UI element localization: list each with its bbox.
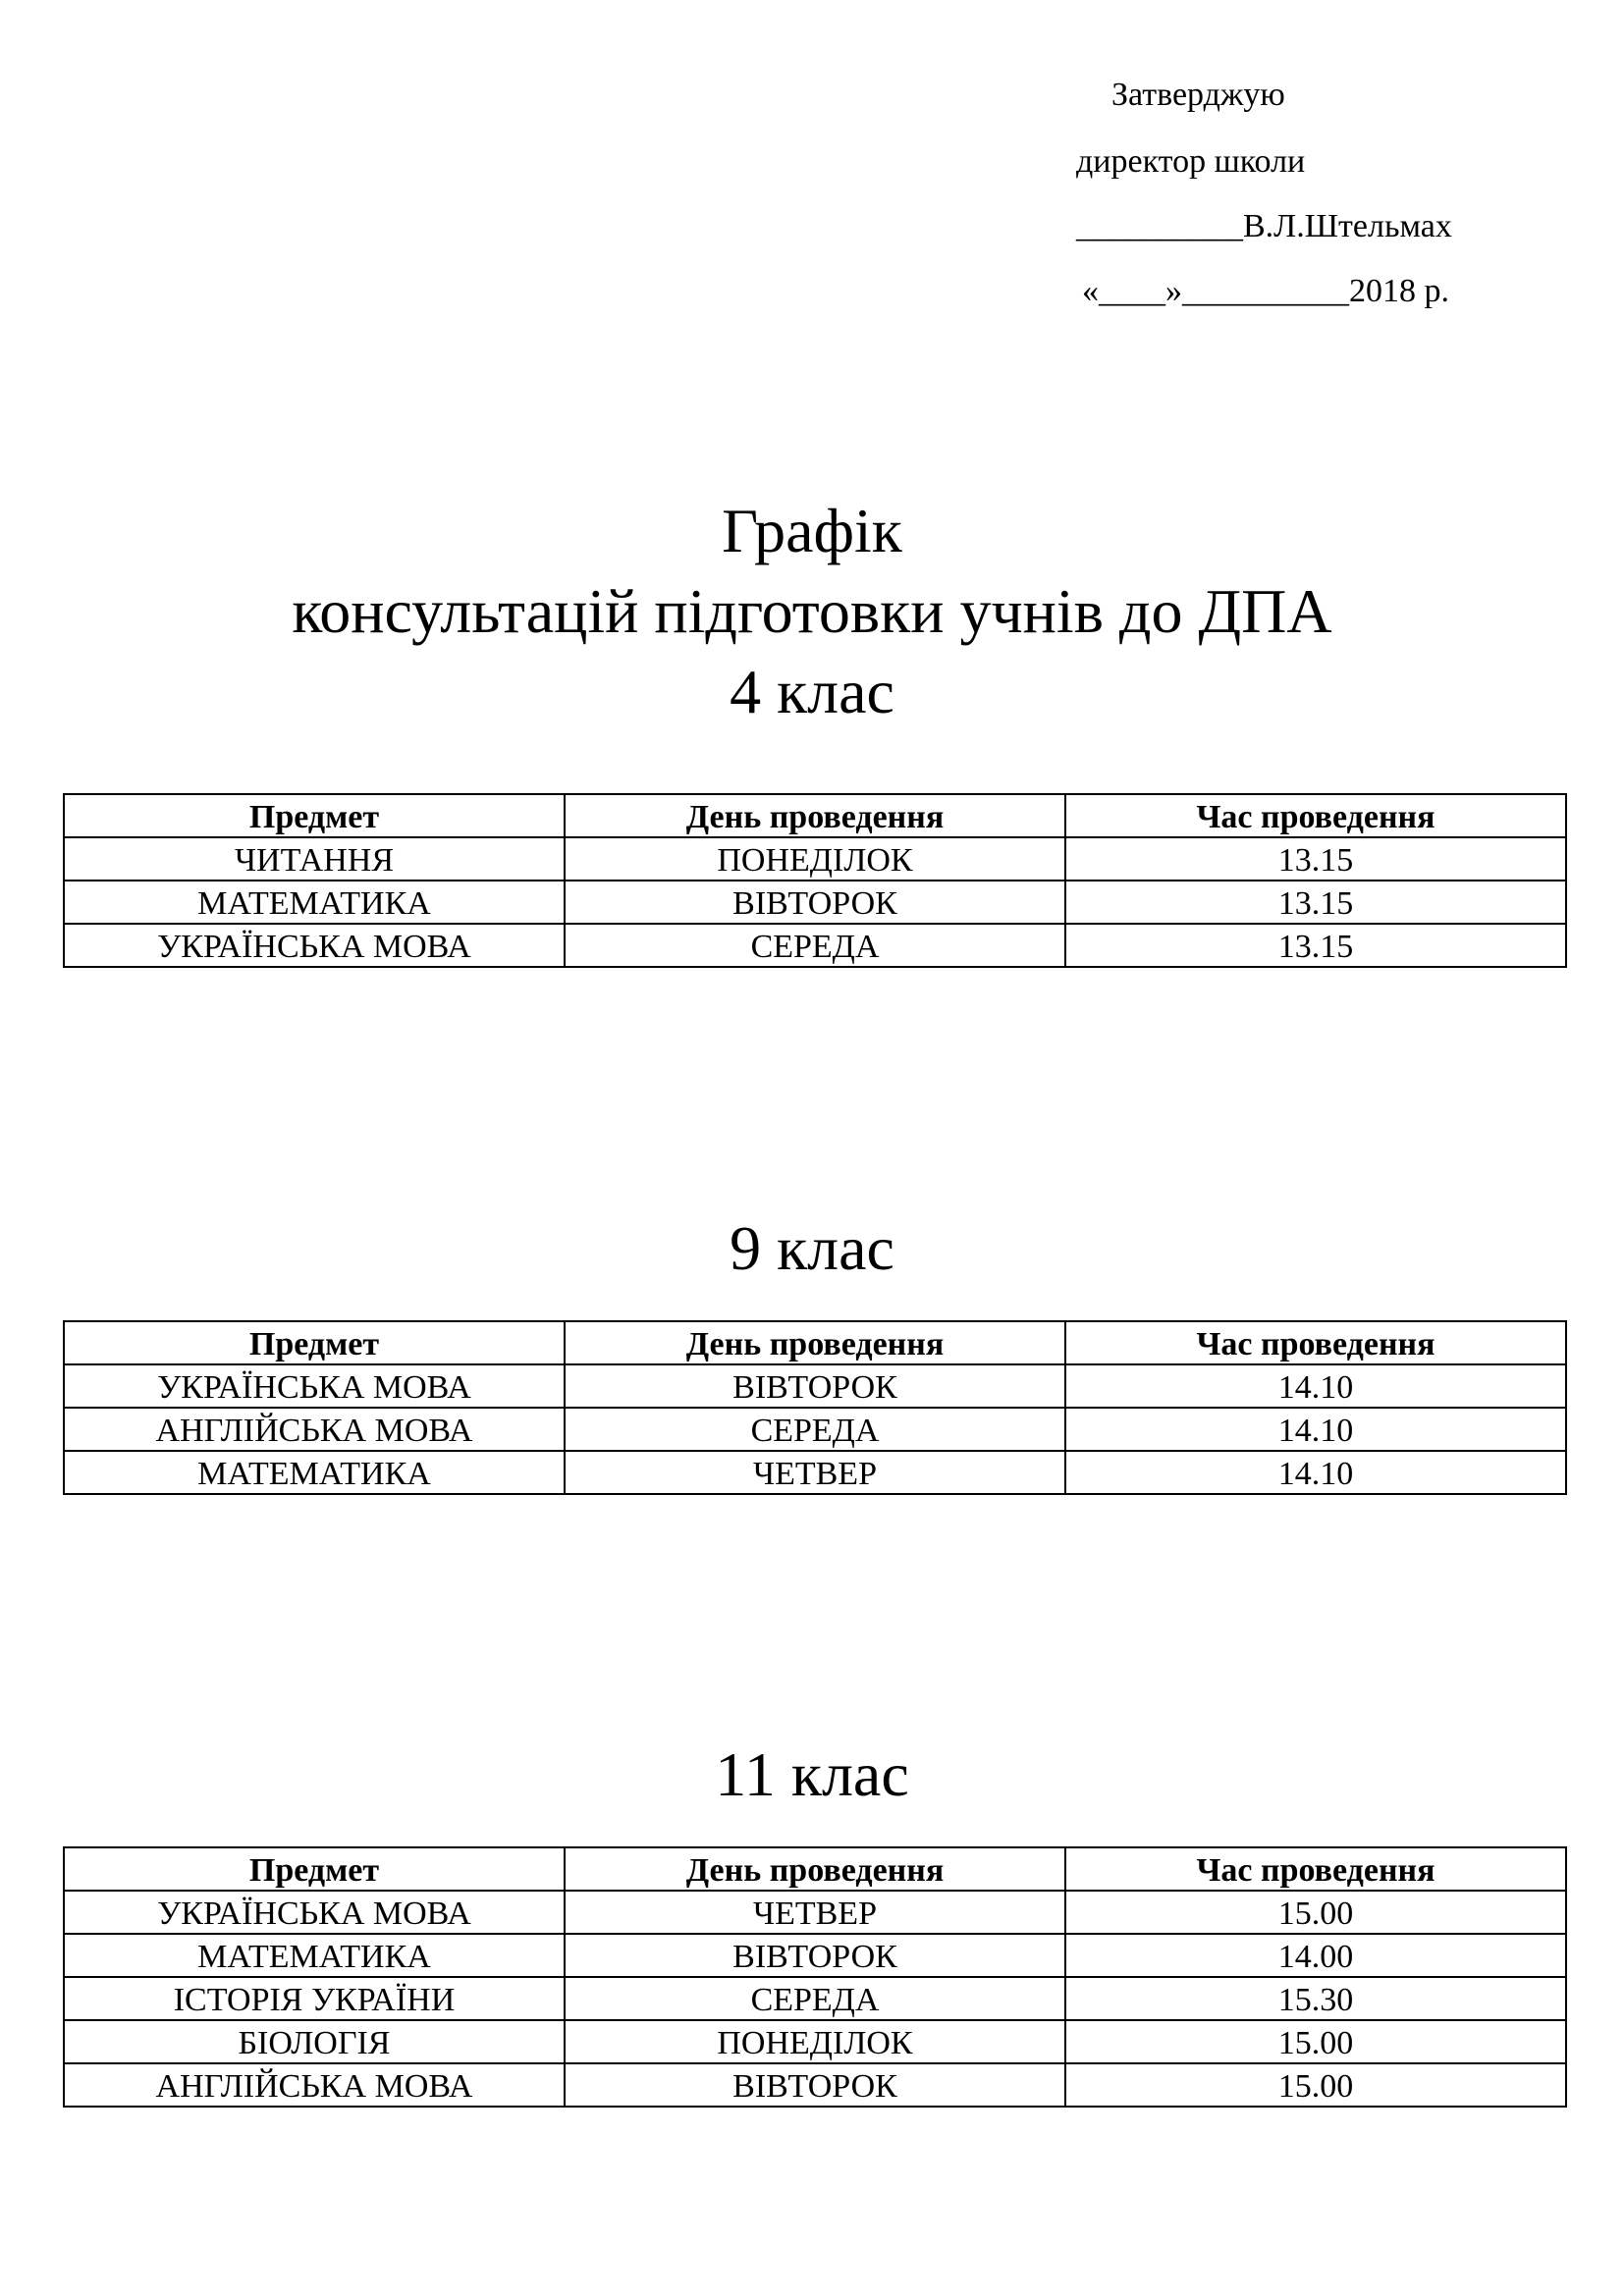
table-row — [64, 1891, 1566, 1934]
table-row — [64, 2063, 1566, 2107]
cell-subject: ЧИТАННЯ — [64, 837, 565, 881]
approval-position: директор школи — [1076, 143, 1306, 180]
table-row — [64, 924, 1566, 967]
column-header-day: День проведення — [565, 1321, 1065, 1364]
table-row — [64, 2020, 1566, 2063]
title-line-2: консультацій підготовки учнів до ДПА — [292, 576, 1332, 646]
cell-day: ВІВТОРОК — [565, 881, 1065, 924]
cell-day: ЧЕТВЕР — [565, 1891, 1065, 1934]
document-title — [0, 491, 1624, 732]
cell-subject: АНГЛІЙСЬКА МОВА — [64, 2063, 565, 2107]
column-header-time: Час проведення — [1065, 1321, 1566, 1364]
cell-day: СЕРЕДА — [565, 1408, 1065, 1451]
cell-time: 15.00 — [1065, 2063, 1566, 2107]
cell-subject: УКРАЇНСЬКА МОВА — [64, 924, 565, 967]
table-row — [64, 1934, 1566, 1977]
approval-approve-label: Затверджую — [1111, 77, 1285, 113]
schedule-table-grade-11 — [63, 1846, 1567, 2108]
cell-day: ПОНЕДІЛОК — [565, 2020, 1065, 2063]
cell-time: 14.10 — [1065, 1451, 1566, 1494]
column-header-subject: Предмет — [64, 794, 565, 837]
cell-time: 14.10 — [1065, 1364, 1566, 1408]
table-row — [64, 1977, 1566, 2020]
schedule-table-grade-9 — [63, 1320, 1567, 1495]
column-header-day: День проведення — [565, 794, 1065, 837]
table-header-row — [64, 1847, 1566, 1891]
cell-time: 15.00 — [1065, 1891, 1566, 1934]
cell-day: ВІВТОРОК — [565, 1934, 1065, 1977]
schedule-table-grade-4 — [63, 793, 1567, 968]
cell-subject: МАТЕМАТИКА — [64, 881, 565, 924]
cell-day: ЧЕТВЕР — [565, 1451, 1065, 1494]
cell-day: ПОНЕДІЛОК — [565, 837, 1065, 881]
cell-time: 13.15 — [1065, 924, 1566, 967]
cell-time: 15.30 — [1065, 1977, 1566, 2020]
table-row — [64, 1408, 1566, 1451]
column-header-time: Час проведення — [1065, 1847, 1566, 1891]
table-header-row — [64, 1321, 1566, 1364]
approval-signature-line: __________В.Л.Штельмах — [1076, 208, 1452, 244]
heading-grade-9: 9 клас — [730, 1213, 894, 1283]
table-row — [64, 837, 1566, 881]
cell-time: 15.00 — [1065, 2020, 1566, 2063]
cell-subject: УКРАЇНСЬКА МОВА — [64, 1891, 565, 1934]
table-row — [64, 881, 1566, 924]
column-header-subject: Предмет — [64, 1847, 565, 1891]
column-header-subject: Предмет — [64, 1321, 565, 1364]
cell-day: ВІВТОРОК — [565, 2063, 1065, 2107]
cell-time: 14.10 — [1065, 1408, 1566, 1451]
cell-subject: МАТЕМАТИКА — [64, 1451, 565, 1494]
cell-subject: АНГЛІЙСЬКА МОВА — [64, 1408, 565, 1451]
cell-subject: МАТЕМАТИКА — [64, 1934, 565, 1977]
column-header-time: Час проведення — [1065, 794, 1566, 837]
cell-day: СЕРЕДА — [565, 1977, 1065, 2020]
title-line-1: Графік — [722, 496, 902, 565]
cell-time: 13.15 — [1065, 881, 1566, 924]
approval-date-line: «____»__________2018 р. — [1082, 273, 1449, 309]
title-line-3: 4 клас — [730, 657, 894, 726]
cell-subject: УКРАЇНСЬКА МОВА — [64, 1364, 565, 1408]
table-row — [64, 1451, 1566, 1494]
cell-day: ВІВТОРОК — [565, 1364, 1065, 1408]
cell-subject: ІСТОРІЯ УКРАЇНИ — [64, 1977, 565, 2020]
heading-grade-11: 11 клас — [715, 1739, 909, 1809]
cell-subject: БІОЛОГІЯ — [64, 2020, 565, 2063]
table-row — [64, 1364, 1566, 1408]
table-header-row — [64, 794, 1566, 837]
cell-day: СЕРЕДА — [565, 924, 1065, 967]
cell-time: 13.15 — [1065, 837, 1566, 881]
cell-time: 14.00 — [1065, 1934, 1566, 1977]
column-header-day: День проведення — [565, 1847, 1065, 1891]
